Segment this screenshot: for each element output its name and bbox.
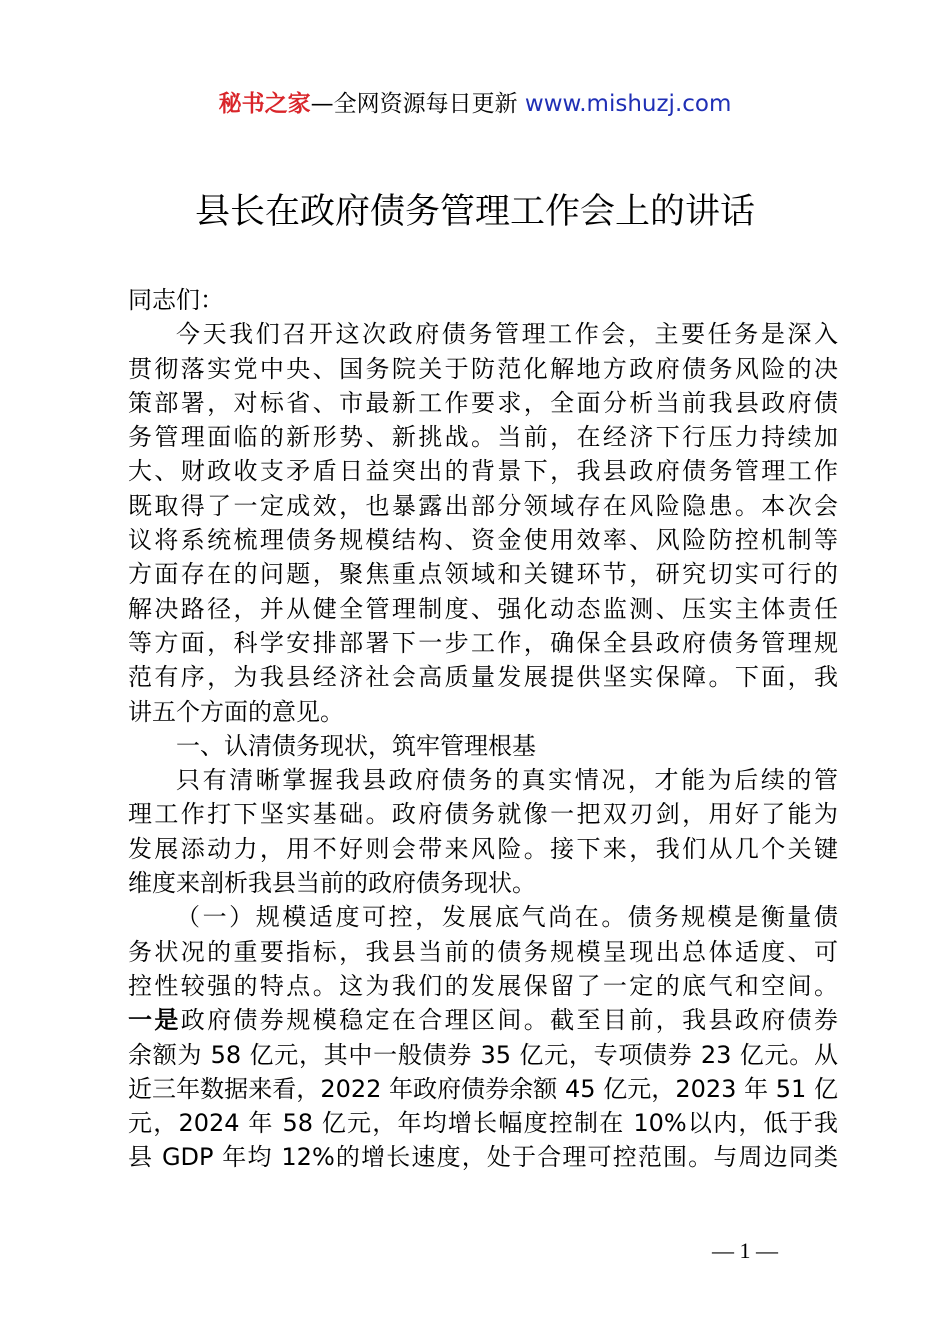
body-line: 务状况的重要指标，我县当前的债务规模呈现出总体适度、可 — [128, 937, 838, 966]
body-line: 发展添动力，用不好则会带来风险。接下来，我们从几个关键 — [128, 834, 838, 863]
body-line: 讲五个方面的意见。 — [128, 697, 344, 726]
document-body — [128, 283, 838, 1175]
point-marker: 一是 — [128, 1006, 181, 1035]
body-line: 等方面，科学安排部署下一步工作，确保全县政府债务管理规 — [128, 628, 838, 657]
body-line: 元，2024 年 58 亿元，年均增长幅度控制在 10%以内，低于我 — [128, 1109, 838, 1138]
header-tagline: —全网资源每日更新 — [310, 91, 525, 117]
body-line: 贯彻落实党中央、国务院关于防范化解地方政府债务风险的决 — [128, 354, 838, 383]
body-line: 今天我们召开这次政府债务管理工作会，主要任务是深入 — [176, 320, 838, 349]
body-line: 理工作打下坚实基础。政府债务就像一把双刃剑，用好了能为 — [128, 800, 838, 829]
body-line: 维度来剖析我县当前的政府债务现状。 — [128, 869, 536, 898]
body-line: 近三年数据来看，2022 年政府债券余额 45 亿元，2023 年 51 亿 — [128, 1074, 838, 1103]
body-line: 议将系统梳理债务规模结构、资金使用效率、风险防控机制等 — [128, 526, 838, 555]
point-text: 政府债券规模稳定在合理区间。截至目前，我县政府债券 — [180, 1006, 839, 1035]
brand-name: 秘书之家 — [218, 91, 311, 117]
body-line: 策部署，对标省、市最新工作要求，全面分析当前我县政府债 — [128, 388, 838, 417]
body-line: 只有清晰掌握我县政府债务的真实情况，才能为后续的管 — [176, 766, 838, 795]
subsection-line: （一）规模适度可控，发展底气尚在。债务规模是衡量债 — [176, 903, 838, 932]
body-line — [128, 1003, 838, 1037]
body-line: 大、财政收支矛盾日益突出的背景下，我县政府债务管理工作 — [128, 457, 838, 486]
body-line: 务管理面临的新形势、新挑战。当前，在经济下行压力持续加 — [128, 423, 838, 452]
site-header — [0, 86, 950, 122]
salutation-line: 同志们： — [128, 286, 224, 314]
body-line: 县 GDP 年均 12%的增长速度，处于合理可控范围。与周边同类 — [128, 1143, 838, 1172]
document-title: 县长在政府债务管理工作会上的讲话 — [194, 192, 755, 232]
body-line: 方面存在的问题，聚焦重点领域和关键环节，研究切实可行的 — [128, 560, 838, 589]
body-line: 范有序，为我县经济社会高质量发展提供坚实保障。下面，我 — [128, 663, 838, 692]
section-heading: 一、认清债务现状，筑牢管理根基 — [176, 731, 536, 760]
body-line: 既取得了一定成效，也暴露出部分领域存在风险隐患。本次会 — [128, 491, 838, 520]
body-line: 余额为 58 亿元，其中一般债券 35 亿元，专项债券 23 亿元。从 — [128, 1040, 838, 1069]
body-line: 控性较强的特点。这为我们的发展保留了一定的底气和空间。 — [128, 971, 838, 1000]
website-url-link[interactable]: www.mishuzj.com — [524, 91, 732, 117]
body-line: 解决路径，并从健全管理制度、强化动态监测、压实主体责任 — [128, 594, 838, 623]
page-number: — 1 — — [712, 1238, 778, 1263]
